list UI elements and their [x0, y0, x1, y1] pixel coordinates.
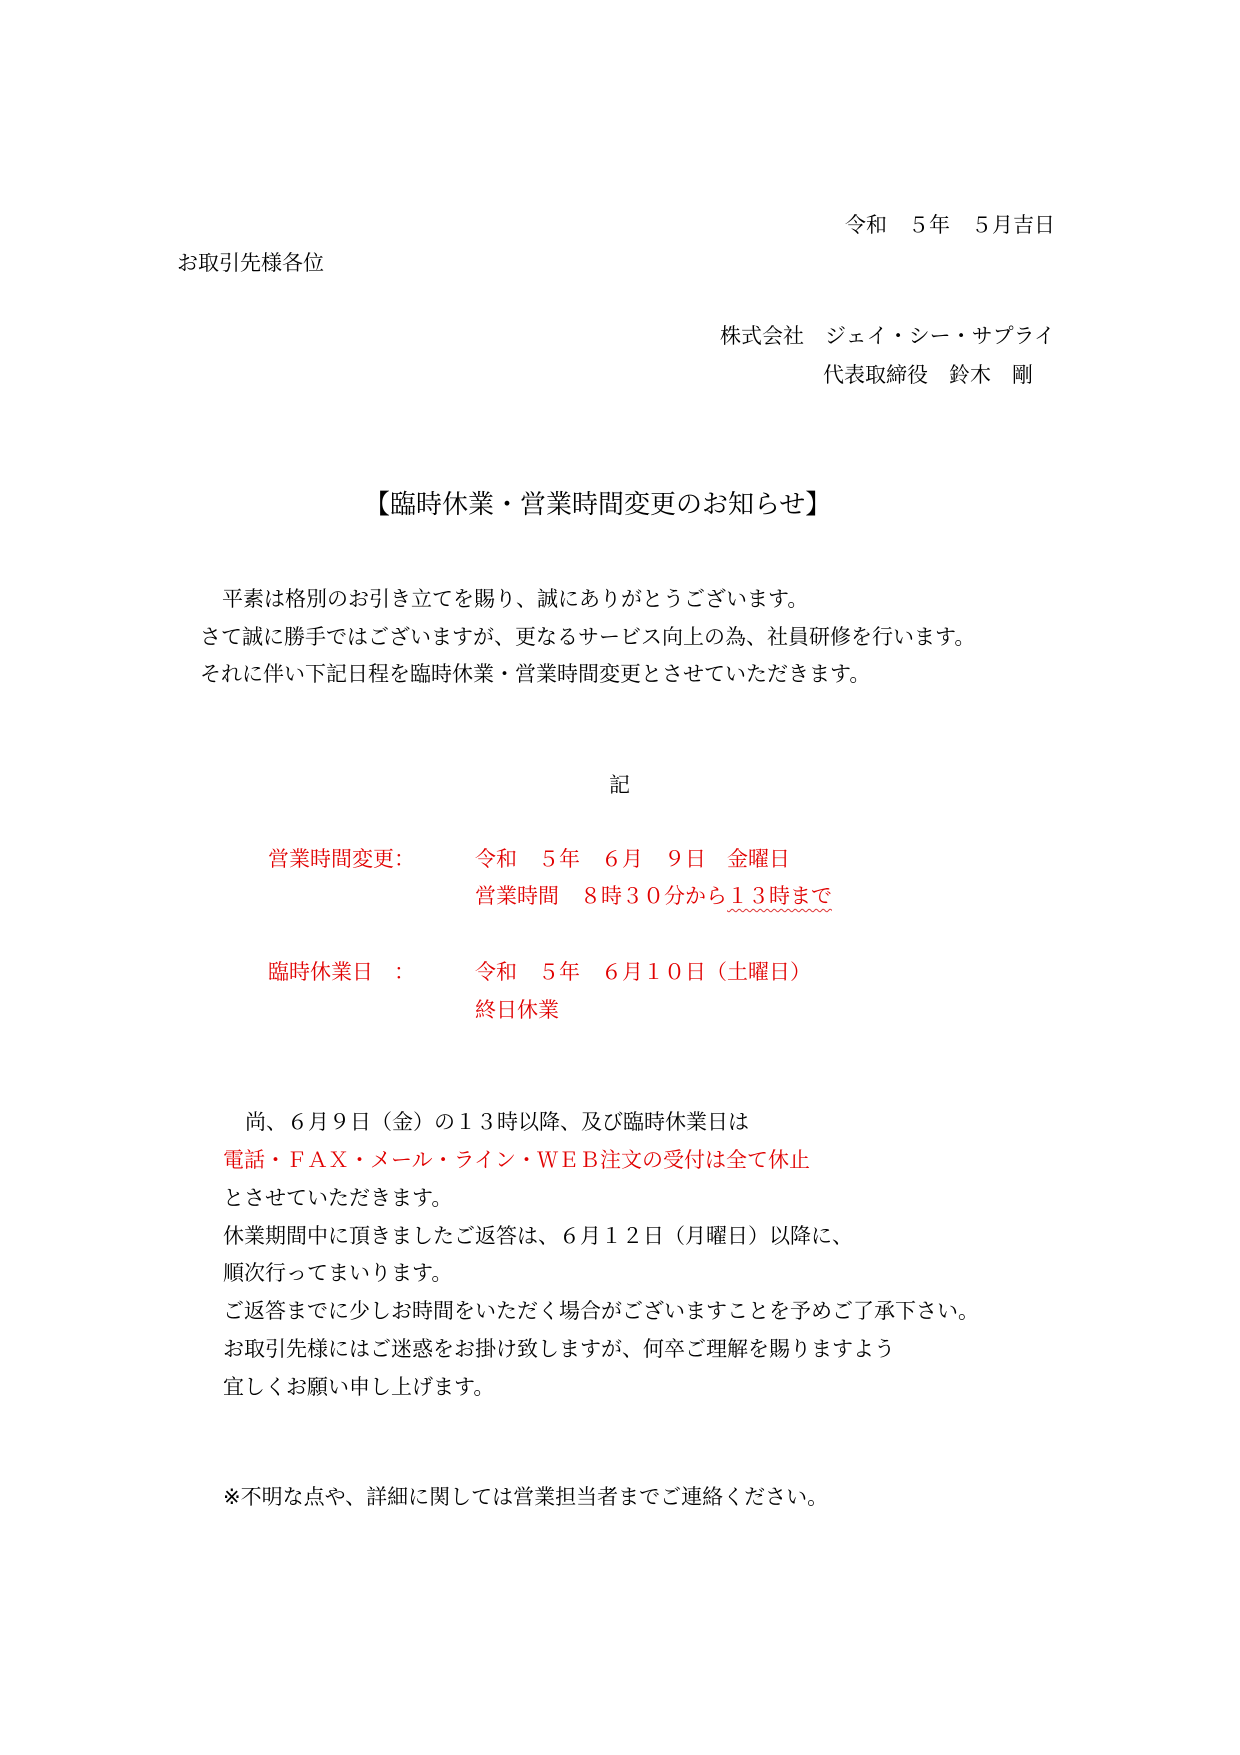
hours-change-hours: [475, 886, 832, 907]
representative-name: 代表取締役 鈴木 剛: [823, 363, 1033, 387]
body-line-4: 休業期間中に頂きましたご返答は、６月１２日（月曜日）以降に、: [223, 1224, 853, 1248]
closed-day-note: 終日休業: [475, 998, 559, 1022]
body-line-5: 順次行ってまいります。: [223, 1261, 453, 1285]
ki-marker: 記: [609, 773, 630, 797]
document-date: 令和 ５年 ５月吉日: [845, 213, 1055, 237]
hours-change-label: 営業時間変更：: [268, 847, 415, 871]
body-line-7: お取引先様にはご迷惑をお掛け致しますが、何卒ご理解を賜りますよう: [223, 1337, 895, 1361]
hours-change-date: 令和 ５年 ６月 ９日 金曜日: [475, 847, 790, 871]
body-line-3: とさせていただきます。: [223, 1186, 453, 1210]
addressee: お取引先様各位: [177, 251, 324, 275]
closed-day-date: 令和 ５年 ６月１０日（土曜日）: [475, 960, 811, 984]
body-line-2: 電話・ＦＡＸ・メール・ライン・ＷＥＢ注文の受付は全て休止: [223, 1148, 810, 1172]
hours-change-hours-b: １３時まで: [727, 884, 832, 908]
hours-change-hours-a: 営業時間 ８時３０分から: [475, 884, 727, 908]
footnote: ※不明な点や、詳細に関しては営業担当者までご連絡ください。: [223, 1485, 829, 1509]
company-name: 株式会社 ジェイ・シー・サプライ: [720, 324, 1055, 348]
body-line-8: 宜しくお願い申し上げます。: [223, 1375, 495, 1399]
notice-title: 【臨時休業・営業時間変更のお知らせ】: [364, 490, 832, 520]
intro-line-2: さて誠に勝手ではございますが、更なるサービス向上の為、社員研修を行います。: [200, 625, 976, 649]
intro-line-3: それに伴い下記日程を臨時休業・営業時間変更とさせていただきます。: [200, 662, 871, 686]
body-line-6: ご返答までに少しお時間をいただく場合がございますことを予めご了承下さい。: [223, 1299, 979, 1323]
closed-day-label: 臨時休業日 ：: [268, 960, 415, 984]
intro-line-1: 平素は格別のお引き立てを賜り、誠にありがとうございます。: [222, 587, 809, 611]
body-line-1: 尚、６月９日（金）の１３時以降、及び臨時休業日は: [245, 1110, 749, 1134]
